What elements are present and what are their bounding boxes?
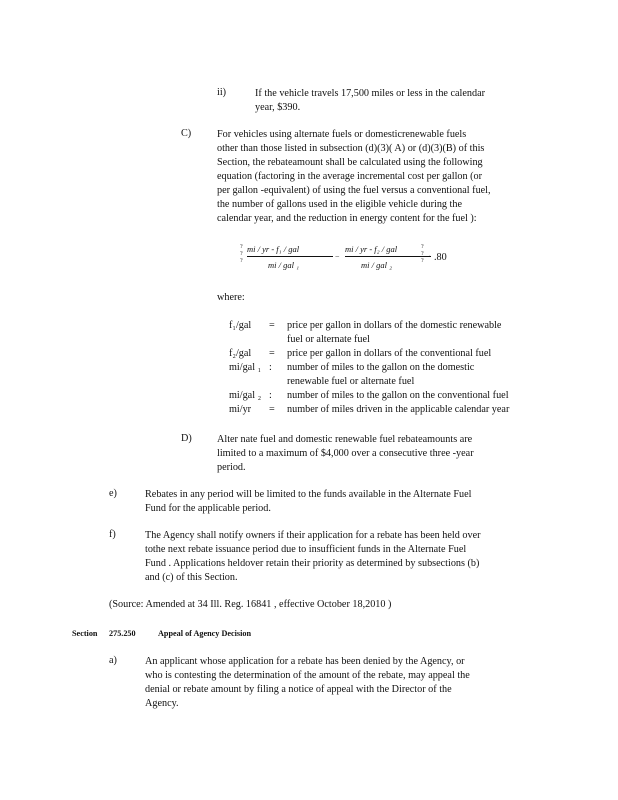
text-line: Agency. <box>145 698 179 709</box>
definition-equals: = <box>269 320 275 331</box>
item-f-text <box>145 529 481 585</box>
definition-text-cont: fuel or alternate fuel <box>287 334 370 345</box>
item-ii-text <box>255 87 485 115</box>
definition-symbol: f₂/gal <box>229 348 252 359</box>
text-line: Section, the rebateamount shall be calculated using the following <box>217 157 483 168</box>
denominator-2: mi / gal ₂ <box>361 260 393 270</box>
definition-row <box>229 348 554 362</box>
item-d-text <box>217 433 474 475</box>
text-line: other than those listed in subsection (d)(3)( A) or (d)(3)(B) of this <box>217 143 485 154</box>
section-title: Appeal of Agency Decision <box>158 629 252 638</box>
definition-symbol: mi/gal ₁ <box>229 362 262 373</box>
text-line: For vehicles using alternate fuels or domesticrenewable fuels <box>217 129 467 140</box>
text-line: If the vehicle travels 17,500 miles or less in the calendar <box>255 88 485 99</box>
numerator-2: mi / yr - f₂ / gal <box>345 244 398 254</box>
text-line: denial or rebate amount by filing a notice of appeal with the Director of the <box>145 684 452 695</box>
definition-text: price per gallon in dollars of the conventional fuel <box>287 348 492 359</box>
text-line: and (c) of this Section. <box>145 572 238 583</box>
text-line: Fund . Applications heldover retain their priority as determined by subsections (b) <box>145 558 480 569</box>
text-line: Alter nate fuel and domestic renewable fuel rebateamounts are <box>217 434 473 445</box>
definitions-list <box>229 320 554 418</box>
definition-row-cont <box>229 376 554 390</box>
definition-row <box>229 390 554 404</box>
text-line: Fund for the applicable period. <box>145 503 271 514</box>
minus-operator: − <box>335 252 340 261</box>
definition-equals: = <box>269 348 275 359</box>
item-f-label: f) <box>109 529 116 540</box>
text-line: limited to a maximum of $4,000 over a consecutive three -year <box>217 448 474 459</box>
right-bracket: ? ? ? <box>421 244 424 264</box>
item-c-text <box>217 128 491 226</box>
definition-equals: : <box>269 390 272 401</box>
numerator-1: mi / yr - f₁ / gal <box>247 244 300 254</box>
item-d-label: D) <box>181 433 192 444</box>
definition-row <box>229 404 554 418</box>
fraction-bar-1 <box>247 256 333 257</box>
where-label: where: <box>217 292 245 303</box>
item-c-label: C) <box>181 128 192 139</box>
text-line: The Agency shall notify owners if their application for a rebate has been held over <box>145 530 481 541</box>
definition-equals: : <box>269 362 272 373</box>
denominator-1: mi / gal ₁ <box>268 260 300 270</box>
text-line: tothe next rebate issuance period due to insufficient funds in the Alternate Fuel <box>145 544 467 555</box>
item-e-text <box>145 488 471 516</box>
definition-text: price per gallon in dollars of the domestic renewable <box>287 320 502 331</box>
text-line: Rebates in any period will be limited to the funds available in the Alternate Fuel <box>145 489 472 500</box>
text-line: the number of gallons used in the eligible vehicle during the <box>217 199 463 210</box>
definition-text: number of miles to the gallon on the conventional fuel <box>287 390 509 401</box>
definition-text-cont: renewable fuel or alternate fuel <box>287 376 415 387</box>
fraction-bar-2 <box>345 256 431 257</box>
section-word: Section <box>72 629 98 638</box>
definition-symbol: mi/yr <box>229 404 252 415</box>
text-line: calendar year, and the reduction in energy content for the fuel ): <box>217 213 477 224</box>
item-a-label: a) <box>109 655 117 666</box>
text-line: equation (factoring in the average incremental cost per gallon (or <box>217 171 483 182</box>
definition-row-cont <box>229 334 554 348</box>
item-a-text <box>145 655 470 711</box>
definition-row <box>229 320 554 334</box>
item-ii-label: ii) <box>217 87 227 98</box>
source-note: (Source: Amended at 34 Ill. Reg. 16841 , effective October 18,2010 ) <box>109 599 392 610</box>
section-number: 275.250 <box>109 629 136 638</box>
definition-equals: = <box>269 404 275 415</box>
definition-text: number of miles to the gallon on the domestic <box>287 362 475 373</box>
text-line: period. <box>217 462 246 473</box>
text-line: year, $390. <box>255 102 301 113</box>
definition-symbol: mi/gal ₂ <box>229 390 262 401</box>
item-e-label: e) <box>109 488 117 499</box>
text-line: per gallon -equivalent) of using the fuel versus a conventional fuel, <box>217 185 491 196</box>
text-line: An applicant whose application for a rebate has been denied by the Agency, or <box>145 656 465 667</box>
multiplier: · .80 <box>428 252 447 263</box>
rebate-equation <box>232 241 462 273</box>
definition-row <box>229 362 554 376</box>
left-bracket: ? ? ? <box>240 244 243 264</box>
definition-symbol: f₁/gal <box>229 320 252 331</box>
text-line: who is contesting the determination of the amount of the rebate, may appeal the <box>145 670 470 681</box>
definition-text: number of miles driven in the applicable calendar year <box>287 404 510 415</box>
